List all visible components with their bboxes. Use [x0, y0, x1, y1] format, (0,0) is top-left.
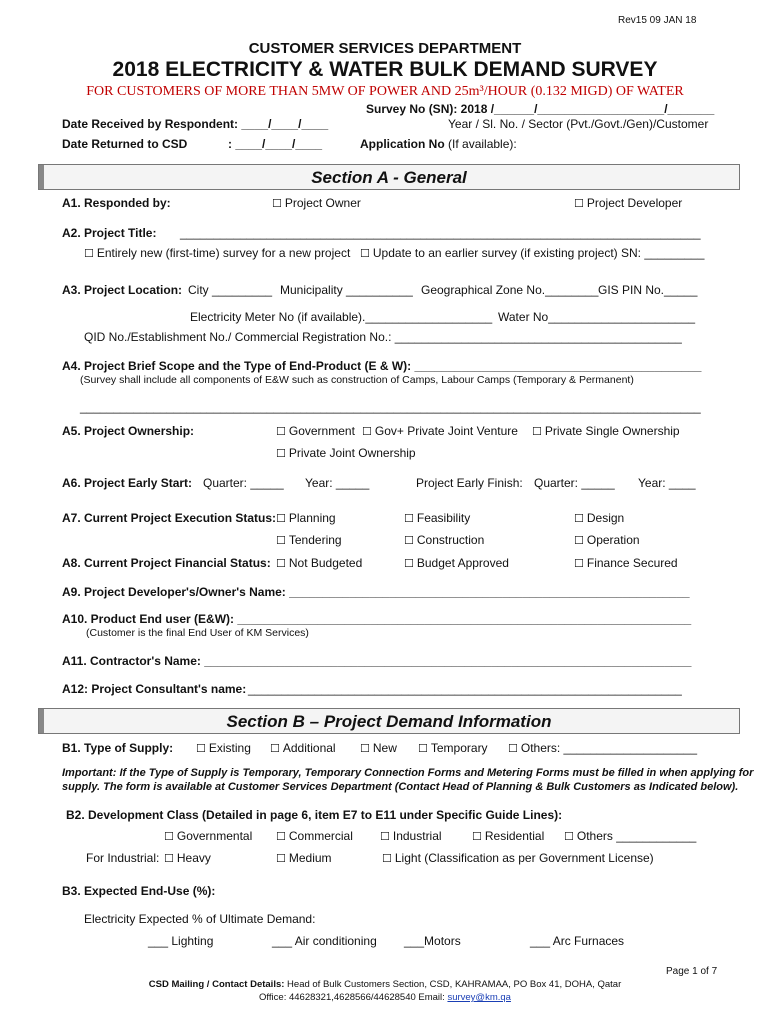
a12-consultant-field[interactable]: _________________________________________________________________	[248, 682, 682, 696]
b1-existing-checkbox[interactable]	[196, 741, 251, 755]
checkbox-icon: ☐	[404, 534, 414, 547]
footer-contact-text: Head of Bulk Customers Section, CSD, KAHRAMAA, PO Box 41, DOHA, Qatar	[287, 979, 622, 990]
checkbox-icon: ☐	[276, 425, 286, 438]
a8-budget-approved-checkbox[interactable]	[404, 556, 509, 570]
application-number-label: Application No	[360, 137, 445, 151]
date-returned-label: Date Returned to CSD	[62, 137, 188, 151]
a3-city-field[interactable]: City _________	[188, 283, 273, 297]
a3-municipality-field[interactable]: Municipality __________	[280, 283, 413, 297]
a3-label: A3. Project Location:	[62, 283, 183, 297]
a9-developer-name-field[interactable]: A9. Project Developer's/Owner's Name: ____________________________________________________________	[62, 585, 690, 599]
a7-operation-label: Operation	[586, 533, 640, 547]
a3-gis-field[interactable]: GIS PIN No._____	[598, 283, 698, 297]
footer-office-text: Office: 44628321,4628566/44628540 Email:	[259, 992, 445, 1003]
b3-subheading: Electricity Expected % of Ultimate Demand:	[84, 912, 316, 926]
a7-construction-checkbox[interactable]	[404, 533, 484, 547]
a8-budget-approved-label: Budget Approved	[416, 556, 509, 570]
b3-motors-field[interactable]: ___Motors	[404, 934, 461, 948]
a7-construction-label: Construction	[416, 533, 485, 547]
a11-contractor-field[interactable]: A11. Contractor's Name: _________________________________________________________________________	[62, 654, 692, 668]
checkbox-icon: ☐	[276, 852, 286, 865]
b2-industrial-checkbox[interactable]	[380, 829, 442, 843]
a5-private-single-label: Private Single Ownership	[544, 424, 680, 438]
a1-developer-label: Project Developer	[586, 196, 683, 210]
footer-contact	[0, 979, 770, 990]
checkbox-icon: ☐	[276, 557, 286, 570]
important-note-line-2: supply. The form is available at Customer Services Department (Contact Head of Planning & Bulk Customers as Indicated below).	[62, 781, 739, 793]
revision-label: Rev15 09 JAN 18	[618, 15, 697, 26]
checkbox-icon: ☐	[564, 830, 574, 843]
a7-feasibility-checkbox[interactable]	[404, 511, 470, 525]
a6-finish-year-field[interactable]: Year: ____	[638, 476, 696, 490]
b2-others-checkbox[interactable]	[564, 829, 696, 843]
page-number: Page 1 of 7	[666, 966, 718, 977]
a8-not-budgeted-checkbox[interactable]	[276, 556, 362, 570]
b2-industrial-label-text: For Industrial:	[86, 851, 160, 865]
b2-light-checkbox[interactable]	[382, 851, 654, 865]
b1-others-checkbox[interactable]	[508, 741, 697, 755]
a7-tendering-checkbox[interactable]	[276, 533, 342, 547]
a10-note: (Customer is the final End User of KM Services)	[86, 627, 309, 639]
checkbox-icon: ☐	[574, 512, 584, 525]
a4-scope-line[interactable]: _____________________________________________________________________________________________	[80, 400, 701, 414]
application-number-note: (If available):	[448, 137, 517, 151]
a10-end-user-field[interactable]: A10. Product End user (E&W): ____________________________________________________________________	[62, 612, 692, 626]
checkbox-icon: ☐	[276, 447, 286, 460]
a5-government-checkbox[interactable]	[276, 424, 355, 438]
date-received-field[interactable]: Date Received by Respondent: ____/____/____	[62, 117, 329, 131]
b3-label: B3. Expected End-Use (%):	[62, 884, 216, 898]
a3-qid-field[interactable]: QID No./Establishment No./ Commercial Registration No.: ___________________________________________	[84, 330, 682, 344]
b1-additional-checkbox[interactable]	[270, 741, 336, 755]
checkbox-icon: ☐	[574, 197, 584, 210]
page-title: 2018 ELECTRICITY & WATER BULK DEMAND SURVEY	[112, 58, 658, 81]
a1-owner-label: Project Owner	[284, 196, 361, 210]
checkbox-icon: ☐	[196, 742, 206, 755]
checkbox-icon: ☐	[380, 830, 390, 843]
a7-design-label: Design	[586, 511, 625, 525]
a7-design-checkbox[interactable]	[574, 511, 624, 525]
a12-label: A12: Project Consultant's name:	[62, 682, 247, 696]
section-a-title: Section A - General	[311, 168, 467, 187]
important-note-line-1: Important: If the Type of Supply is Temporary, Temporary Connection Forms and Metering Forms must be filled in when applying for	[62, 767, 754, 779]
checkbox-icon: ☐	[508, 742, 518, 755]
checkbox-icon: ☐	[574, 557, 584, 570]
a7-feasibility-label: Feasibility	[416, 511, 471, 525]
a2-update-label: Update to an earlier survey (if existing project) SN: _________	[372, 246, 705, 260]
a1-owner-checkbox[interactable]	[272, 196, 361, 210]
b1-additional-label: Additional	[282, 741, 336, 755]
checkbox-icon: ☐	[360, 247, 370, 260]
b2-heavy-checkbox[interactable]	[164, 851, 211, 865]
a8-not-budgeted-label: Not Budgeted	[288, 556, 363, 570]
b2-light-label: Light (Classification as per Government License)	[394, 851, 654, 865]
a7-operation-checkbox[interactable]	[574, 533, 640, 547]
b1-label: B1. Type of Supply:	[62, 741, 174, 755]
a5-label: A5. Project Ownership:	[62, 424, 195, 438]
b3-arc-furnaces-field[interactable]: ___ Arc Furnaces	[530, 934, 625, 948]
page-subtitle: FOR CUSTOMERS OF MORE THAN 5MW OF POWER AND 25m³/HOUR (0.132 MIGD) OF WATER	[86, 84, 684, 99]
b1-temporary-label: Temporary	[430, 741, 488, 755]
b3-air-conditioning-field[interactable]: ___ Air conditioning	[272, 934, 377, 948]
checkbox-icon: ☐	[270, 742, 280, 755]
a5-private-joint-label: Private Joint Ownership	[288, 446, 416, 460]
date-returned-field[interactable]: : ____/____/____	[228, 137, 323, 151]
a6-start-quarter-field[interactable]: Quarter: _____	[203, 476, 284, 490]
a5-private-joint-checkbox[interactable]	[276, 446, 416, 460]
footer-contact-label: CSD Mailing / Contact Details:	[148, 979, 285, 990]
a6-finish-label: Project Early Finish:	[416, 476, 523, 490]
checkbox-icon: ☐	[84, 247, 94, 260]
a5-private-single-checkbox[interactable]	[532, 424, 680, 438]
section-a-header	[38, 164, 740, 190]
checkbox-icon: ☐	[276, 830, 286, 843]
application-number-field[interactable]	[360, 137, 517, 151]
b1-new-label: New	[372, 741, 397, 755]
b2-label: B2. Development Class (Detailed in page 6, item E7 to E11 under Specific Guide Lines):	[66, 808, 563, 822]
b2-commercial-label: Commercial	[288, 829, 353, 843]
b1-others-label: Others: ____________________	[520, 741, 698, 755]
a3-zone-field[interactable]: Geographical Zone No.________	[421, 283, 599, 297]
checkbox-icon: ☐	[164, 830, 174, 843]
a2-new-label: Entirely new (first-time) survey for a new project	[96, 246, 351, 260]
a6-label: A6. Project Early Start:	[62, 476, 193, 490]
section-b-header	[38, 708, 740, 734]
a2-new-checkbox[interactable]	[84, 246, 350, 260]
checkbox-icon: ☐	[276, 512, 286, 525]
b2-residential-checkbox[interactable]	[472, 829, 544, 843]
checkbox-icon: ☐	[276, 534, 286, 547]
a1-label: A1. Responded by:	[62, 196, 171, 210]
a4-scope-field[interactable]: A4. Project Brief Scope and the Type of End-Product (E & W): ___________________________________________	[62, 359, 702, 373]
b2-residential-label: Residential	[484, 829, 545, 843]
a1-developer-checkbox[interactable]	[574, 196, 682, 210]
checkbox-icon: ☐	[164, 852, 174, 865]
a3-water-field[interactable]: Water No______________________	[498, 310, 696, 324]
checkbox-icon: ☐	[362, 425, 372, 438]
a3-electricity-meter-field[interactable]: Electricity Meter No (if available).___________________	[190, 310, 493, 324]
a8-finance-secured-label: Finance Secured	[586, 556, 678, 570]
checkbox-icon: ☐	[418, 742, 428, 755]
checkbox-icon: ☐	[382, 852, 392, 865]
checkbox-icon: ☐	[574, 534, 584, 547]
survey-number-legend: Year / Sl. No. / Sector (Pvt./Govt./Gen)/Customer	[448, 117, 709, 131]
b2-medium-checkbox[interactable]	[276, 851, 332, 865]
department-heading: CUSTOMER SERVICES DEPARTMENT	[248, 40, 522, 57]
b3-lighting-field[interactable]: ___ Lighting	[148, 934, 214, 948]
b1-existing-label: Existing	[208, 741, 251, 755]
checkbox-icon: ☐	[360, 742, 370, 755]
a7-tendering-label: Tendering	[288, 533, 342, 547]
checkbox-icon: ☐	[472, 830, 482, 843]
b1-new-checkbox[interactable]	[360, 741, 397, 755]
a2-update-checkbox[interactable]	[360, 246, 704, 260]
b2-medium-label: Medium	[288, 851, 332, 865]
a5-jv-checkbox[interactable]	[362, 424, 518, 438]
a6-finish-quarter-field[interactable]: Quarter: _____	[534, 476, 615, 490]
b1-temporary-checkbox[interactable]	[418, 741, 488, 755]
a6-start-year-field[interactable]: Year: _____	[305, 476, 370, 490]
a7-label: A7. Current Project Execution Status:	[62, 511, 277, 525]
b2-heavy-label: Heavy	[176, 851, 211, 865]
section-b-title: Section B – Project Demand Information	[226, 712, 552, 731]
a8-label: A8. Current Project Financial Status:	[62, 556, 271, 570]
checkbox-icon: ☐	[404, 557, 414, 570]
b2-governmental-checkbox[interactable]	[164, 829, 252, 843]
footer-office	[0, 992, 770, 1003]
b2-governmental-label: Governmental	[176, 829, 253, 843]
a7-planning-checkbox[interactable]	[276, 511, 336, 525]
a5-government-label: Government	[288, 424, 355, 438]
a8-finance-secured-checkbox[interactable]	[574, 556, 678, 570]
checkbox-icon: ☐	[272, 197, 282, 210]
checkbox-icon: ☐	[404, 512, 414, 525]
footer-email-link[interactable]: survey@km.qa	[447, 992, 511, 1003]
b2-industrial-label: Industrial	[392, 829, 442, 843]
a5-jv-label: Gov+ Private Joint Venture	[374, 424, 518, 438]
survey-number-field[interactable]: Survey No (SN): 2018 /______/___________________/_______	[366, 102, 715, 116]
b2-commercial-checkbox[interactable]	[276, 829, 353, 843]
a2-project-title-field[interactable]: ______________________________________________________________________________	[180, 226, 701, 240]
a2-label: A2. Project Title:	[62, 226, 157, 240]
a4-note: (Survey shall include all components of E&W such as construction of Camps, Labour Camps (Temporary & Permanent)	[80, 374, 634, 386]
a7-planning-label: Planning	[288, 511, 336, 525]
b2-others-label: Others ____________	[576, 829, 697, 843]
checkbox-icon: ☐	[532, 425, 542, 438]
